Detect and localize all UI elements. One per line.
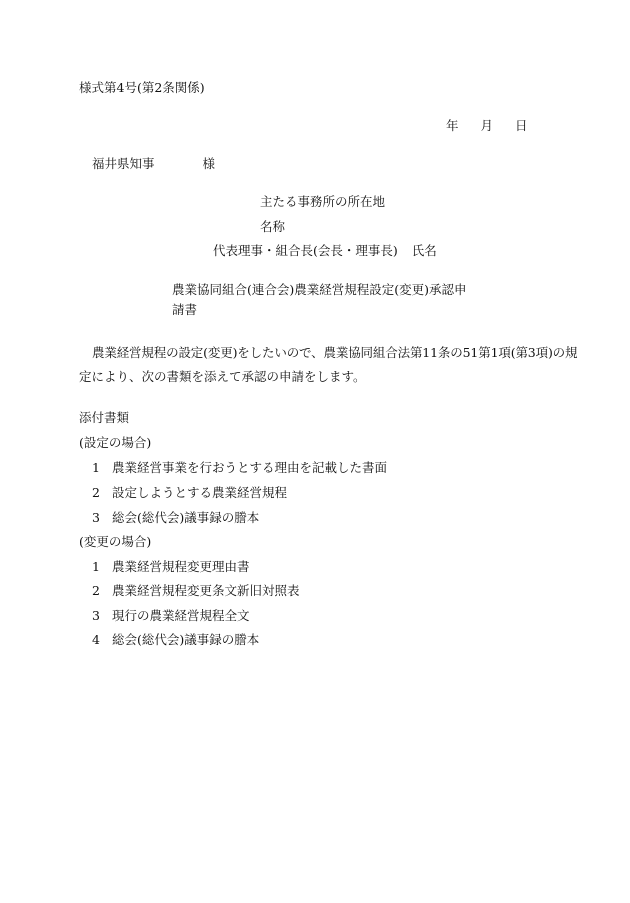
item-number: 1	[92, 559, 100, 574]
addressee-honorific: 様	[202, 156, 216, 171]
item-number: 3	[92, 510, 100, 525]
document-title-line2: 請書	[172, 302, 198, 317]
list-item	[92, 583, 300, 599]
item-text: 設定しようとする農業経営規程	[112, 485, 288, 500]
item-number: 2	[92, 583, 100, 598]
body-text-line1: 農業経営規程の設定(変更)をしたいので、農業協同組合法第11条の51第1項(第3項)の規	[92, 345, 578, 360]
addressee-name: 福井県知事	[92, 156, 155, 171]
item-text: 農業経営規程変更条文新旧対照表	[112, 583, 300, 598]
date-line	[446, 118, 528, 134]
list-item	[92, 485, 287, 501]
item-number: 3	[92, 608, 100, 623]
change-case-heading: (変更の場合)	[79, 534, 152, 549]
attachments-heading: 添付書類	[79, 410, 130, 425]
item-text: 農業経営規程変更理由書	[112, 559, 250, 574]
list-item	[92, 559, 250, 575]
item-text: 現行の農業経営規程全文	[112, 608, 250, 623]
item-number: 2	[92, 485, 100, 500]
list-item	[92, 460, 387, 476]
item-number: 4	[92, 632, 100, 647]
representative-label: 代表理事・組合長(会長・理事長)	[213, 243, 398, 258]
item-number: 1	[92, 460, 100, 475]
applicant-name-label: 名称	[260, 219, 286, 234]
list-item	[92, 632, 259, 648]
document-title-line1: 農業協同組合(連合会)農業経営規程設定(変更)承認申	[172, 282, 467, 297]
office-address-label: 主たる事務所の所在地	[260, 194, 386, 209]
body-text-line2: 定により、次の書類を添えて承認の申請をします。	[79, 369, 366, 384]
setting-case-heading: (設定の場合)	[79, 435, 152, 450]
date-day-label: 日	[515, 118, 528, 133]
date-month-label: 月	[480, 118, 494, 133]
item-text: 総会(総代会)議事録の謄本	[112, 632, 260, 647]
representative-line	[213, 243, 437, 259]
form-number: 様式第4号(第2条関係)	[79, 80, 205, 95]
addressee-line	[92, 156, 215, 172]
signature-label: 氏名	[411, 243, 437, 258]
list-item	[92, 608, 250, 624]
item-text: 農業経営事業を行おうとする理由を記載した書面	[112, 460, 388, 475]
item-text: 総会(総代会)議事録の謄本	[112, 510, 260, 525]
date-year-label: 年	[446, 118, 459, 133]
list-item	[92, 510, 259, 526]
